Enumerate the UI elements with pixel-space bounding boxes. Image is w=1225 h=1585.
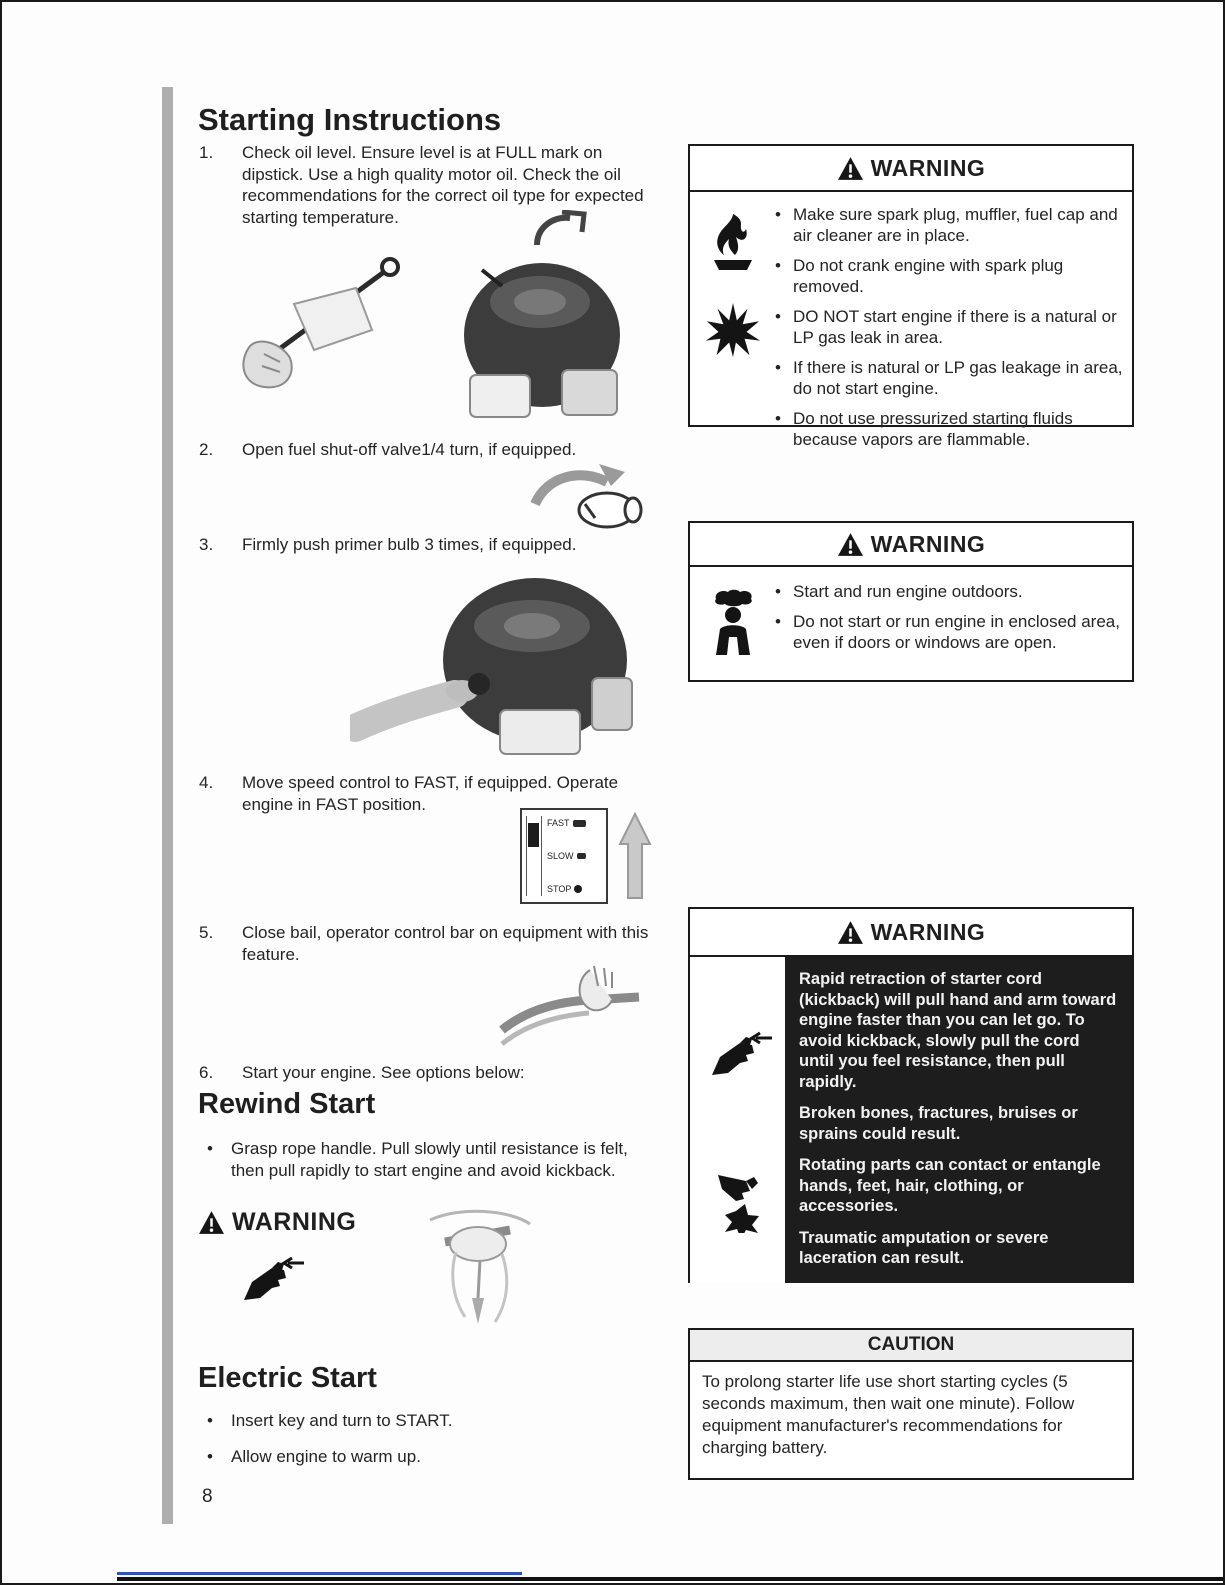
primer-bulb-illustration [350,560,640,770]
warning-bullet-list [770,204,1124,459]
step-text: Close bail, operator control bar on equipment with this feature. [242,923,649,964]
warning-header: WARNING [870,154,986,181]
kickback-icon [234,1254,306,1304]
warning-box-kickback [688,907,1134,1283]
step-3 [199,534,654,556]
warning-paragraph: Rapid retraction of starter cord (kickback) will pull hand and arm toward engine faster than you can let go. To avoid kickback, slowly pull the cord until you feel resistance, then pull rapidly. [799,970,1117,1091]
stop-dot-icon [574,885,582,893]
warning-header: WARNING [870,918,986,945]
caution-text: To prolong starter life use short starting cycles (5 seconds maximum, then wait one minute). Follow equipment manufacturer's recommendations for charging battery. [702,1372,1075,1457]
fuel-valve-illustration [525,462,647,534]
step-number: 1. [199,143,214,162]
rewind-warning-label [198,1208,356,1237]
up-arrow-icon [618,810,652,902]
warning-paragraph: Rotating parts can contact or entangle hands, feet, hair, clothing, or accessories. [799,1156,1101,1215]
left-margin-bar [162,87,173,1524]
step-number: 2. [199,440,214,459]
speed-control-panel [520,808,608,904]
step-number: 4. [199,773,214,792]
step-text: Move speed control to FAST, if equipped. Operate engine in FAST position. [242,773,619,814]
warning-header: WARNING [870,530,986,557]
warning-triangle-icon [837,532,864,557]
warning-bullet: • Start and run engine outdoors. [770,581,1124,602]
rotating-parts-icon [706,1171,770,1233]
warning-paragraph: Broken bones, fractures, bruises or sprains could result. [799,1104,1078,1143]
warning-triangle-icon [198,1210,225,1235]
warning-bullet-list [770,581,1124,662]
footer-black-line [117,1577,1223,1581]
warning-bullet: • Do not crank engine with spark plug removed. [770,255,1124,297]
warning-bullet: • DO NOT start engine if there is a natural or LP gas leak in area. [770,306,1124,348]
warning-box-sparks [688,144,1134,449]
warning-bullet: • If there is natural or LP gas leakage in area, do not start engine. [770,357,1124,399]
warning-dark-panel [785,957,1132,1283]
step-text: Check oil level. Ensure level is at FULL mark on dipstick. Use a high quality motor oil. Check the oil recommendations for the correct oil type for expected starting temperature. [242,143,644,227]
warning-bullet: • Do not use pressurized starting fluids because vapors are flammable. [770,408,1124,450]
step-text: Start your engine. See options below: [242,1063,525,1082]
electric-bullet-1 [207,1410,655,1432]
speed-label-fast: FAST [547,818,570,828]
warning-triangle-icon [837,156,864,181]
rewind-start-heading: Rewind Start [198,1088,376,1120]
step-6 [199,1062,654,1084]
electric-start-heading: Electric Start [198,1362,377,1394]
speed-control-slot [526,816,542,896]
toxic-fumes-icon [706,589,760,655]
speed-control-illustration [520,808,652,904]
caution-box [688,1328,1134,1480]
fast-glyph-icon [573,820,586,827]
rewind-bullet [207,1138,655,1181]
warning-bullet: • Make sure spark plug, muffler, fuel cap and air cleaner are in place. [770,204,1124,246]
bail-illustration [494,952,644,1052]
step-text: Open fuel shut-off valve1/4 turn, if equipped. [242,440,577,459]
kickback-icon [702,1029,774,1079]
page-number: 8 [202,1486,213,1507]
step-number: 3. [199,535,214,554]
step-2 [199,439,654,461]
bullet-text: • Grasp rope handle. Pull slowly until resistance is felt, then pull rapidly to start engine and avoid kickback. [231,1139,628,1180]
footer-blue-line [117,1572,522,1575]
rope-handle-illustration [390,1202,550,1347]
step-text: Firmly push primer bulb 3 times, if equipped. [242,535,577,554]
bullet-text: • Insert key and turn to START. [231,1411,453,1430]
step-number: 6. [199,1063,214,1082]
warning-label-text: WARNING [232,1208,357,1236]
caution-header: CAUTION [690,1330,1132,1362]
warning-bullet: • Do not start or run engine in enclosed area, even if doors or windows are open. [770,611,1124,653]
page-title: Starting Instructions [198,102,502,137]
electric-bullet-2 [207,1446,655,1468]
warning-paragraph: Traumatic amputation or severe laceration can result. [799,1228,1049,1267]
engine-illustration [442,210,642,435]
speed-control-lever [528,823,539,847]
speed-label-slow: SLOW [547,851,574,861]
slow-glyph-icon [577,853,586,859]
dipstick-illustration [234,234,424,399]
explosion-icon [704,302,762,358]
fire-icon [706,212,760,272]
bullet-text: • Allow engine to warm up. [231,1447,421,1466]
warning-box-fumes [688,521,1134,682]
speed-label-stop: STOP [547,884,572,894]
warning-triangle-icon [837,920,864,945]
step-number: 5. [199,923,214,942]
